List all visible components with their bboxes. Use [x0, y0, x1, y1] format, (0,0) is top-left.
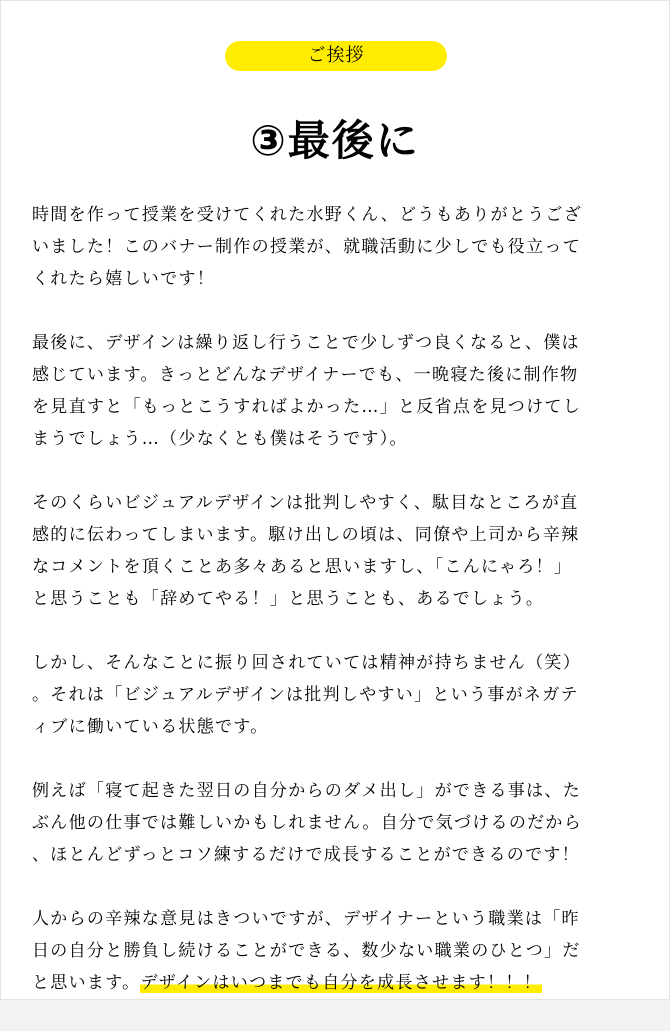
text-line: 最後に、デザインは繰り返し行うことで少しずつ良くなると、僕は — [32, 333, 580, 353]
text-line: 日の自分と勝負し続けることができる、数少ない職業のひとつ」だ — [32, 941, 581, 961]
text-line-final — [32, 967, 642, 999]
text-line: と思うことも「辞めてやる！」と思うことも、あるでしょう。 — [32, 589, 545, 609]
final-line-text: と思います。 — [32, 973, 141, 993]
text-line: 感的に伝わってしまいます。駆け出しの頃は、同僚や上司から辛辣 — [32, 525, 580, 545]
text-line: 人からの辛辣な意見はきついですが、デザイナーという職業は「昨 — [32, 909, 580, 929]
text-line: 時間を作って授業を受けてくれた水野くん、どうもありがとうござ — [32, 205, 583, 225]
paragraph-2 — [32, 327, 642, 455]
text-line: ィブに働いている状態です。 — [32, 717, 269, 737]
text-line: 、ほとんどずっとコソ練するだけで成長することができるのです！ — [32, 845, 580, 865]
text-line: なコメントを頂くことあ多々あると思いますし、「こんにゃろ！」 — [32, 557, 573, 577]
text-line: くれたら嬉しいです！ — [32, 269, 215, 289]
highlighted-text: デザインはいつまでも自分を成長させます！！！ — [140, 973, 542, 993]
text-line: 感じています。きっとどんなデザイナーでも、一晩寝た後に制作物 — [32, 365, 579, 385]
paragraph-4 — [32, 647, 642, 743]
text-line: を見直すと「もっとこうすればよかった…」と反省点を見つけてし — [32, 397, 581, 417]
article-body — [32, 199, 642, 1031]
paragraph-1 — [32, 199, 642, 295]
text-line: 例えば「寝て起きた翌日の自分からのダメ出し」ができる事は、た — [32, 781, 581, 801]
text-line: しかし、そんなことに振り回されていては精神が持ちません（笑） — [32, 653, 581, 673]
text-line: そのくらいビジュアルデザインは批判しやすく、駄目なところが直 — [32, 493, 579, 513]
paragraph-3 — [32, 487, 642, 615]
text-line: 。それは「ビジュアルデザインは批判しやすい」という事がネガテ — [32, 685, 579, 705]
text-line: まうでしょう…（少なくとも僕はそうです）。 — [32, 429, 408, 449]
section-heading: ③最後に — [250, 116, 420, 165]
text-line: いました！このバナー制作の授業が、就職活動に少しでも役立って — [32, 237, 581, 257]
paragraph-6 — [32, 903, 642, 999]
section-label-badge: ご挨拶 — [225, 41, 447, 71]
text-line: ぶん他の仕事では難しいかもしれません。自分で気づけるのだから — [32, 813, 583, 833]
paragraph-5 — [32, 775, 642, 871]
